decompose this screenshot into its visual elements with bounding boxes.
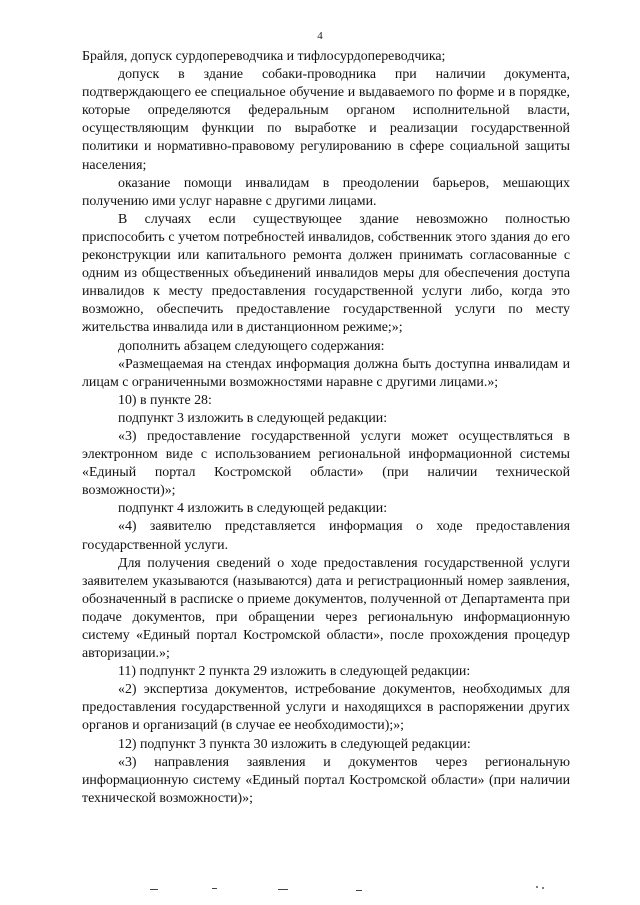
scan-mark [150, 889, 158, 890]
paragraph: «4) заявителю представляется информация о ходе предоставления государственной услуги. [82, 519, 570, 553]
scan-artifacts [0, 884, 640, 898]
paragraph: «Размещаемая на стендах информация должна быть доступна инвалидам и лицам с ограниченными возможностями наравне с другими лицами.»; [82, 356, 570, 390]
page-number: 4 [317, 30, 323, 42]
scan-mark [212, 888, 217, 889]
scan-mark [356, 890, 362, 891]
paragraph: дополнить абзацем следующего содержания: [118, 338, 385, 354]
paragraph: В случаях если существующее здание невозможно полностью приспособить с учетом потребностей инвалидов, собственник этого здания до его реконструкции или капитального ремонта должен принимать согласованные с одним из общественных объединений инвалидов меры для обеспечения доступа инвалидов к месту предоставления государственной услуги либо, когда это возможно, обеспечить предоставление государственной услуги по месту жительства инвалида или в дистанционном режиме;»; [82, 211, 570, 336]
paragraph: «3) предоставление государственной услуги может осуществляться в электронном виде с использованием региональной информационной системы «Единый портал Костромской области» (при наличии технической возможности)»; [82, 428, 570, 499]
paragraph: 10) в пункте 28: [118, 392, 212, 408]
paragraph: подпункт 4 изложить в следующей редакции: [118, 501, 388, 517]
document-body [82, 48, 570, 808]
paragraph: Для получения сведений о ходе предоставления государственной услуги заявителем указываются (называются) дата и регистрационный номер заявления, обозначенный в расписке о приеме документов, полученной от Департамента при подаче документов, при обращении через региональную информационную систему «Единый портал Костромской области», после прохождения процедур авторизации.»; [82, 555, 570, 662]
paragraph: оказание помощи инвалидам в преодолении барьеров, мешающих получению ими услуг наравне с другими лицами. [82, 175, 570, 209]
scan-mark [536, 886, 538, 888]
paragraph: допуск в здание собаки-проводника при наличии документа, подтверждающего ее специальное обучение и выдаваемого по форме и в порядке, которые определяются федеральным органом исполнительной власти, осуществляющим функции по выработке и реализации государственной политики и нормативно-правовому регулированию в сфере социальной защиты населения; [82, 67, 570, 173]
paragraph: подпункт 3 изложить в следующей редакции: [118, 410, 388, 426]
paragraph: «3) направления заявления и документов через региональную информационную систему «Единый портал Костромской области» (при наличии технической возможности)»; [82, 754, 570, 806]
scan-mark [278, 889, 288, 890]
paragraph: 12) подпункт 3 пункта 30 изложить в следующей редакции: [118, 736, 471, 752]
paragraph: «2) экспертиза документов, истребование документов, необходимых для предоставления государственной услуги и находящихся в распоряжении других органов и организаций (в случае ее необходимости);»; [82, 682, 570, 734]
paragraph: 11) подпункт 2 пункта 29 изложить в следующей редакции: [118, 664, 471, 680]
paragraph: Брайля, допуск сурдопереводчика и тифлосурдопереводчика; [82, 49, 446, 64]
scan-mark [542, 887, 544, 889]
